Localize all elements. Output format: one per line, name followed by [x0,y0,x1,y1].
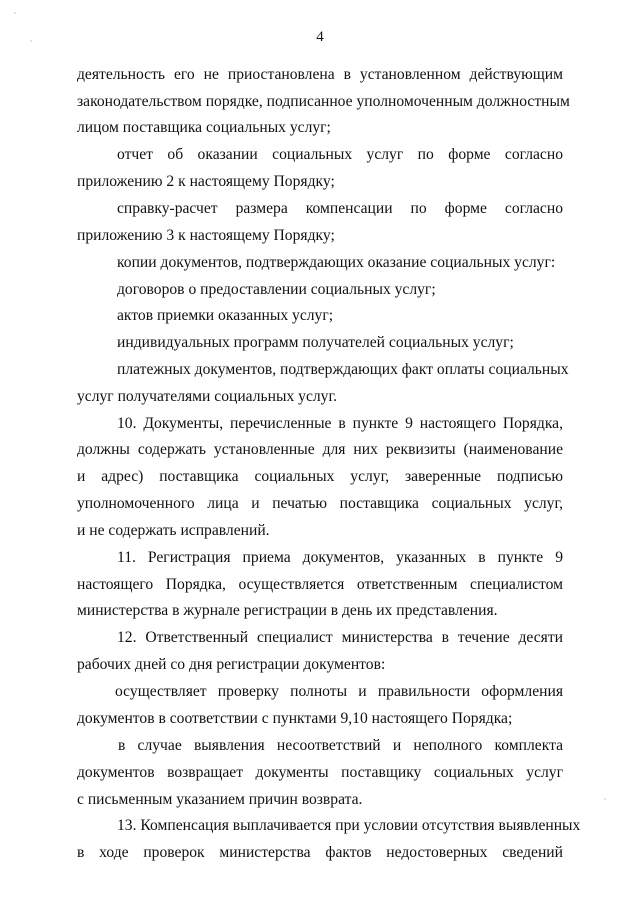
text-line: документов в соответствии с пунктами 9,10 настоящего Порядка; [77,710,513,727]
text-line: с письменным указанием причин возврата. [77,791,363,808]
text-line: осуществляет проверку полноты и правильности оформления [115,683,563,700]
text-line: законодательством порядке, подписанное уполномоченным должностным [77,93,570,110]
text-line: платежных документов, подтверждающих факт оплаты социальных [117,361,569,378]
text-line: приложению 2 к настоящему Порядку; [77,173,335,190]
text-line: 11. Регистрация приема документов, указанных в пункте 9 [117,549,563,566]
page-number: 4 [316,29,324,45]
scan-speck [30,40,32,42]
text-line: лицом поставщика социальных услуг; [77,119,331,136]
text-line: услуг получателями социальных услуг. [77,388,337,405]
text-line: 10. Документы, перечисленные в пункте 9 настоящего Порядка, [117,415,563,432]
text-line: приложению 3 к настоящему Порядку; [77,227,335,244]
text-line: отчет об оказании социальных услуг по форме согласно [117,146,563,163]
text-line: настоящего Порядка, осуществляется ответственным специалистом [77,576,563,593]
text-line: 13. Компенсация выплачивается при условии отсутствия выявленных [117,817,581,834]
text-line: в ходе проверок министерства фактов недостоверных сведений [77,844,563,861]
text-line: актов приемки оказанных услуг; [117,307,334,324]
text-line: уполномоченного лица и печатью поставщика социальных услуг, [77,495,563,512]
text-line: индивидуальных программ получателей социальных услуг; [117,334,514,351]
text-line: и не содержать исправлений. [77,522,270,539]
text-line: 12. Ответственный специалист министерства в течение десяти [117,629,563,646]
text-line: справку-расчет размера компенсации по форме согласно [117,200,563,217]
text-line: министерства в журнале регистрации в день их представления. [77,602,498,619]
text-line: рабочих дней со дня регистрации документов: [77,656,386,673]
scan-speck [604,798,606,800]
text-line: документов возвращает документы поставщику социальных услуг [77,764,563,781]
text-line: копии документов, подтверждающих оказание социальных услуг: [117,254,556,271]
text-line: договоров о предоставлении социальных услуг; [117,281,436,298]
text-line: деятельность его не приостановлена в установленном действующим [77,66,563,83]
text-line: и адрес) поставщика социальных услуг, заверенные подписью [77,468,563,485]
text-line: в случае выявления несоответствий и неполного комплекта [118,737,563,754]
text-line: должны содержать установленные для них реквизиты (наименование [77,441,563,458]
scan-speck [14,12,16,14]
